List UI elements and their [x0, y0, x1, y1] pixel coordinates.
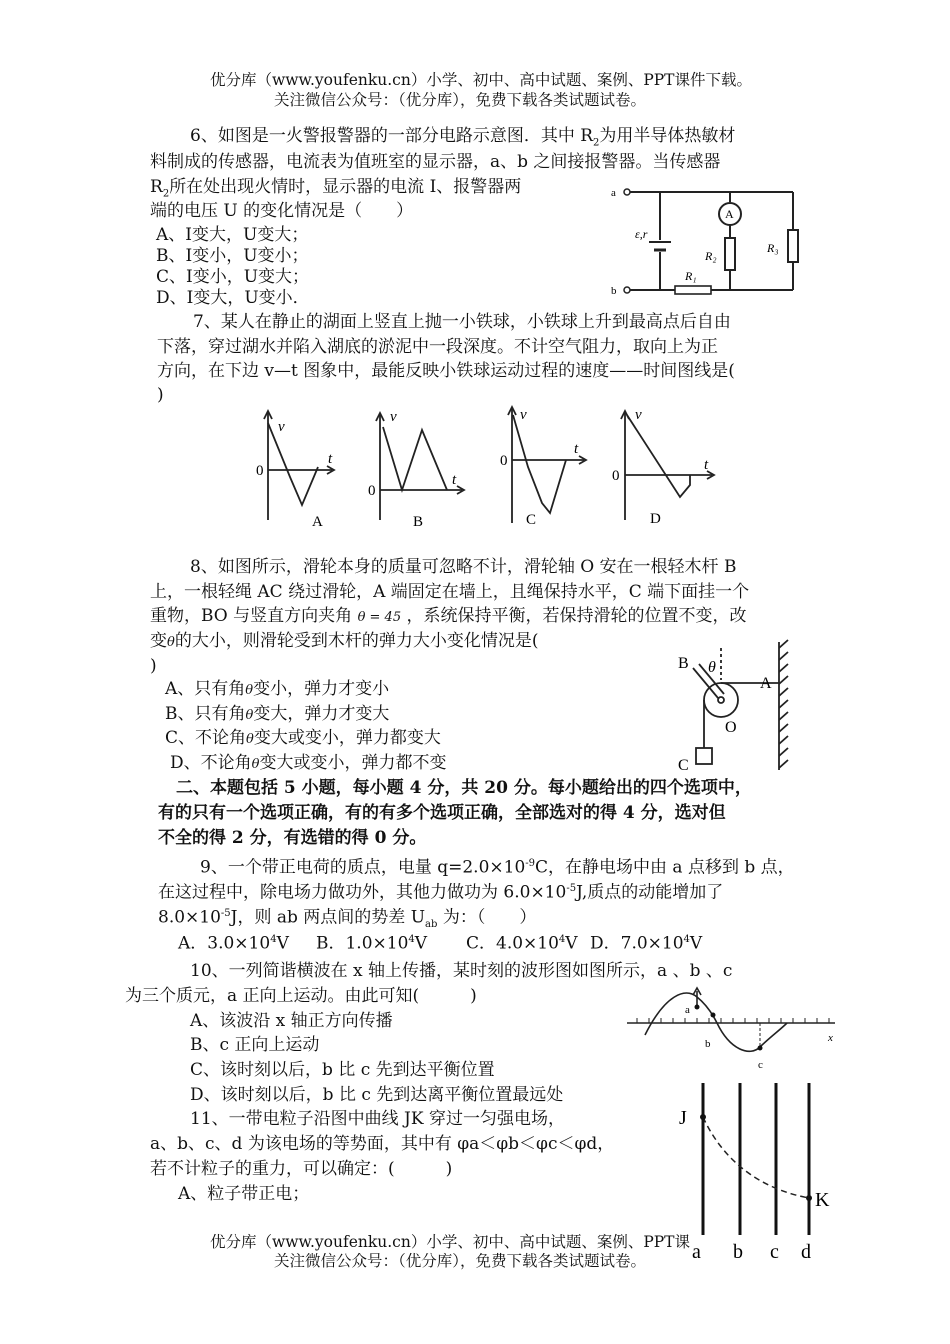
field-label-k: K	[815, 1189, 830, 1211]
q6-option-d: D、I变大，U变小．	[156, 288, 310, 308]
q10-option-b: B、c 正向上运动	[190, 1035, 320, 1055]
circuit-label-b: b	[611, 285, 617, 297]
pulley-label-a: A	[760, 675, 772, 692]
wave-label-c: c	[758, 1059, 763, 1071]
q6-line-1: 6、如图是一火警报警器的一部分电路示意图．其中 $R_2$为用半导体热敏材	[190, 126, 736, 149]
graph-a-t-label: t	[328, 451, 333, 467]
graph-c-label: C	[526, 512, 537, 528]
field-label-a: a	[692, 1241, 701, 1263]
q9-line-1: 9、一个带正电荷的质点，电量 $q=2.0\times 10^{-9}C$，在静电场中由 a 点移到 b 点，	[200, 857, 795, 878]
q10-line-1: 10、一列简谐横波在 x 轴上传播，某时刻的波形图如图所示，a 、b 、c	[190, 961, 733, 981]
field-label-d: d	[801, 1241, 811, 1263]
graph-c-v-label: v	[520, 407, 527, 423]
header-line-2: 关注微信公众号：（优分库），免费下载各类试题试卷。	[274, 91, 647, 109]
graph-d-zero: 0	[612, 468, 620, 484]
q8-option-d: D、不论角θ变大或变小，弹力都不变	[170, 753, 447, 773]
circuit-label-r3: R₃	[767, 241, 779, 255]
q9-option-c: C．$4.0\times 10^4V$	[466, 933, 578, 954]
field-label-c: c	[770, 1241, 779, 1263]
q6-option-a: A、I变大，U变大；	[156, 225, 309, 245]
footer-line-1: 优分库（www.youfenku.cn）小学、初中、高中试题、案例、PPT课	[210, 1233, 691, 1251]
q8-pulley-diagram	[676, 640, 796, 775]
wave-label-x: x	[828, 1032, 833, 1044]
q7-line-2: 下落，穿过湖水并陷入湖底的淤泥中一段深度。不计空气阻力，取向上为正	[157, 337, 718, 357]
wave-label-a: a	[685, 1004, 690, 1016]
q10-option-d: D、该时刻以后，b 比 c 先到达离平衡位置最远处	[190, 1085, 564, 1105]
pulley-label-o: O	[725, 719, 737, 736]
section2-line-3: 不全的得 2 分，有选错的得 0 分。	[158, 828, 427, 848]
q6-line-4: 端的电压 U 的变化情况是（ ）	[150, 201, 414, 221]
q11-option-a: A、粒子带正电；	[178, 1184, 310, 1204]
ammeter-icon: A	[725, 207, 734, 221]
graph-b-v-label: v	[390, 409, 397, 425]
q8-line-2: 上，一根轻绳 AC 绕过滑轮，A 端固定在墙上，且绳保持水平，C 端下面挂一个	[150, 582, 750, 602]
q6-line-2: 料制成的传感器，电流表为值班室的显示器，a、b 之间接报警器。当传感器	[150, 152, 721, 172]
circuit-label-a: a	[611, 187, 616, 199]
circuit-label-r1: R₁	[685, 269, 697, 283]
q10-option-a: A、该波沿 x 轴正方向传播	[190, 1011, 393, 1031]
q6-circuit-diagram	[605, 180, 805, 295]
section2-line-1: 二、本题包括 5 小题，每小题 4 分，共 20 分。每小题给出的四个选项中，	[176, 778, 752, 798]
q11-line-3: 若不计粒子的重力，可以确定：( )	[150, 1159, 453, 1179]
q9-option-a: A．$3.0\times 10^4V$	[178, 933, 289, 954]
q7-line-1: 7、某人在静止的湖面上竖直上抛一小铁球，小铁球上升到最高点后自由	[193, 312, 731, 332]
pulley-label-b: B	[678, 655, 689, 672]
graph-d-t-label: t	[704, 457, 709, 473]
pulley-label-c: C	[678, 757, 689, 774]
header-line-1: 优分库（www.youfenku.cn）小学、初中、高中试题、案例、PPT课件下载。	[210, 71, 753, 89]
q10-wave-diagram	[625, 985, 840, 1070]
q8-option-b: B、只有角θ变大，弹力才变大	[165, 704, 390, 724]
q6-option-b: B、I变小，U变小；	[156, 246, 309, 266]
circuit-label-r2: R₂	[705, 249, 717, 263]
q10-line-2: 为三个质元，a 正向上运动。由此可知( )	[125, 986, 477, 1006]
q8-line-5: )	[150, 656, 157, 676]
q9-line-3: $8.0\times 10^{-5}J$，则 ab 两点间的势差 $U_{ab}$ 为：（ ）	[158, 907, 537, 931]
q7-vt-graphs	[250, 405, 725, 530]
graph-c-zero: 0	[500, 453, 508, 469]
q11-line-2: a、b、c、d 为该电场的等势面，其中有 φa＜φb＜φc＜φd，	[150, 1134, 615, 1154]
circuit-label-emf: ε,r	[635, 227, 648, 241]
q11-field-diagram	[675, 1080, 835, 1265]
graph-c-t-label: t	[574, 441, 579, 457]
q8-line-1: 8、如图所示，滑轮本身的质量可忽略不计，滑轮轴 O 安在一根轻木杆 B	[190, 557, 737, 577]
graph-b-label: B	[413, 514, 424, 530]
q8-option-c: C、不论角θ变大或变小，弹力都变大	[165, 728, 441, 748]
field-label-j: J	[679, 1107, 687, 1129]
graph-b-t-label: t	[452, 472, 457, 488]
wave-label-b: b	[705, 1038, 711, 1050]
q10-option-c: C、该时刻以后，b 比 c 先到达平衡位置	[190, 1060, 495, 1080]
q7-line-3: 方向，在下边 v—t 图象中，最能反映小铁球运动过程的速度——时间图线是(	[157, 361, 735, 381]
q6-option-c: C、I变小，U变大；	[156, 267, 310, 287]
graph-a-v-label: v	[278, 419, 285, 435]
graph-b-zero: 0	[368, 483, 376, 499]
q7-line-4: )	[157, 385, 164, 405]
footer-line-2: 关注微信公众号：（优分库），免费下载各类试题试卷。	[274, 1252, 647, 1270]
q9-line-2: 在这过程中，除电场力做功外，其他力做功为 $6.0\times 10^{-5}J$,质点的动能增加了	[158, 882, 724, 903]
graph-a-zero: 0	[256, 463, 264, 479]
q11-line-1: 11、一带电粒子沿图中曲线 JK 穿过一匀强电场，	[190, 1109, 565, 1129]
q8-line-3: 重物，BO 与竖直方向夹角 θ = 45 ，系统保持平衡，若保持滑轮的位置不变，改	[150, 606, 747, 626]
q9-option-b: B．$1.0\times 10^4V$	[316, 933, 428, 954]
section2-line-2: 有的只有一个选项正确，有的有多个选项正确，全部选对的得 4 分，选对但	[158, 803, 726, 823]
q6-line-3: $R_2$所在处出现火情时，显示器的电流 I、报警器两	[150, 177, 522, 200]
q8-option-a: A、只有角θ变小，弹力才变小	[165, 679, 390, 699]
field-label-b: b	[733, 1241, 743, 1263]
graph-d-label: D	[650, 511, 661, 527]
graph-d-v-label: v	[635, 407, 642, 423]
graph-a-label: A	[312, 514, 323, 530]
q8-line-4: 变θ的大小，则滑轮受到木杆的弹力大小变化情况是(	[150, 631, 539, 651]
q9-option-d: D．$7.0\times 10^4V$	[590, 933, 703, 954]
pulley-label-theta: θ	[708, 659, 716, 676]
